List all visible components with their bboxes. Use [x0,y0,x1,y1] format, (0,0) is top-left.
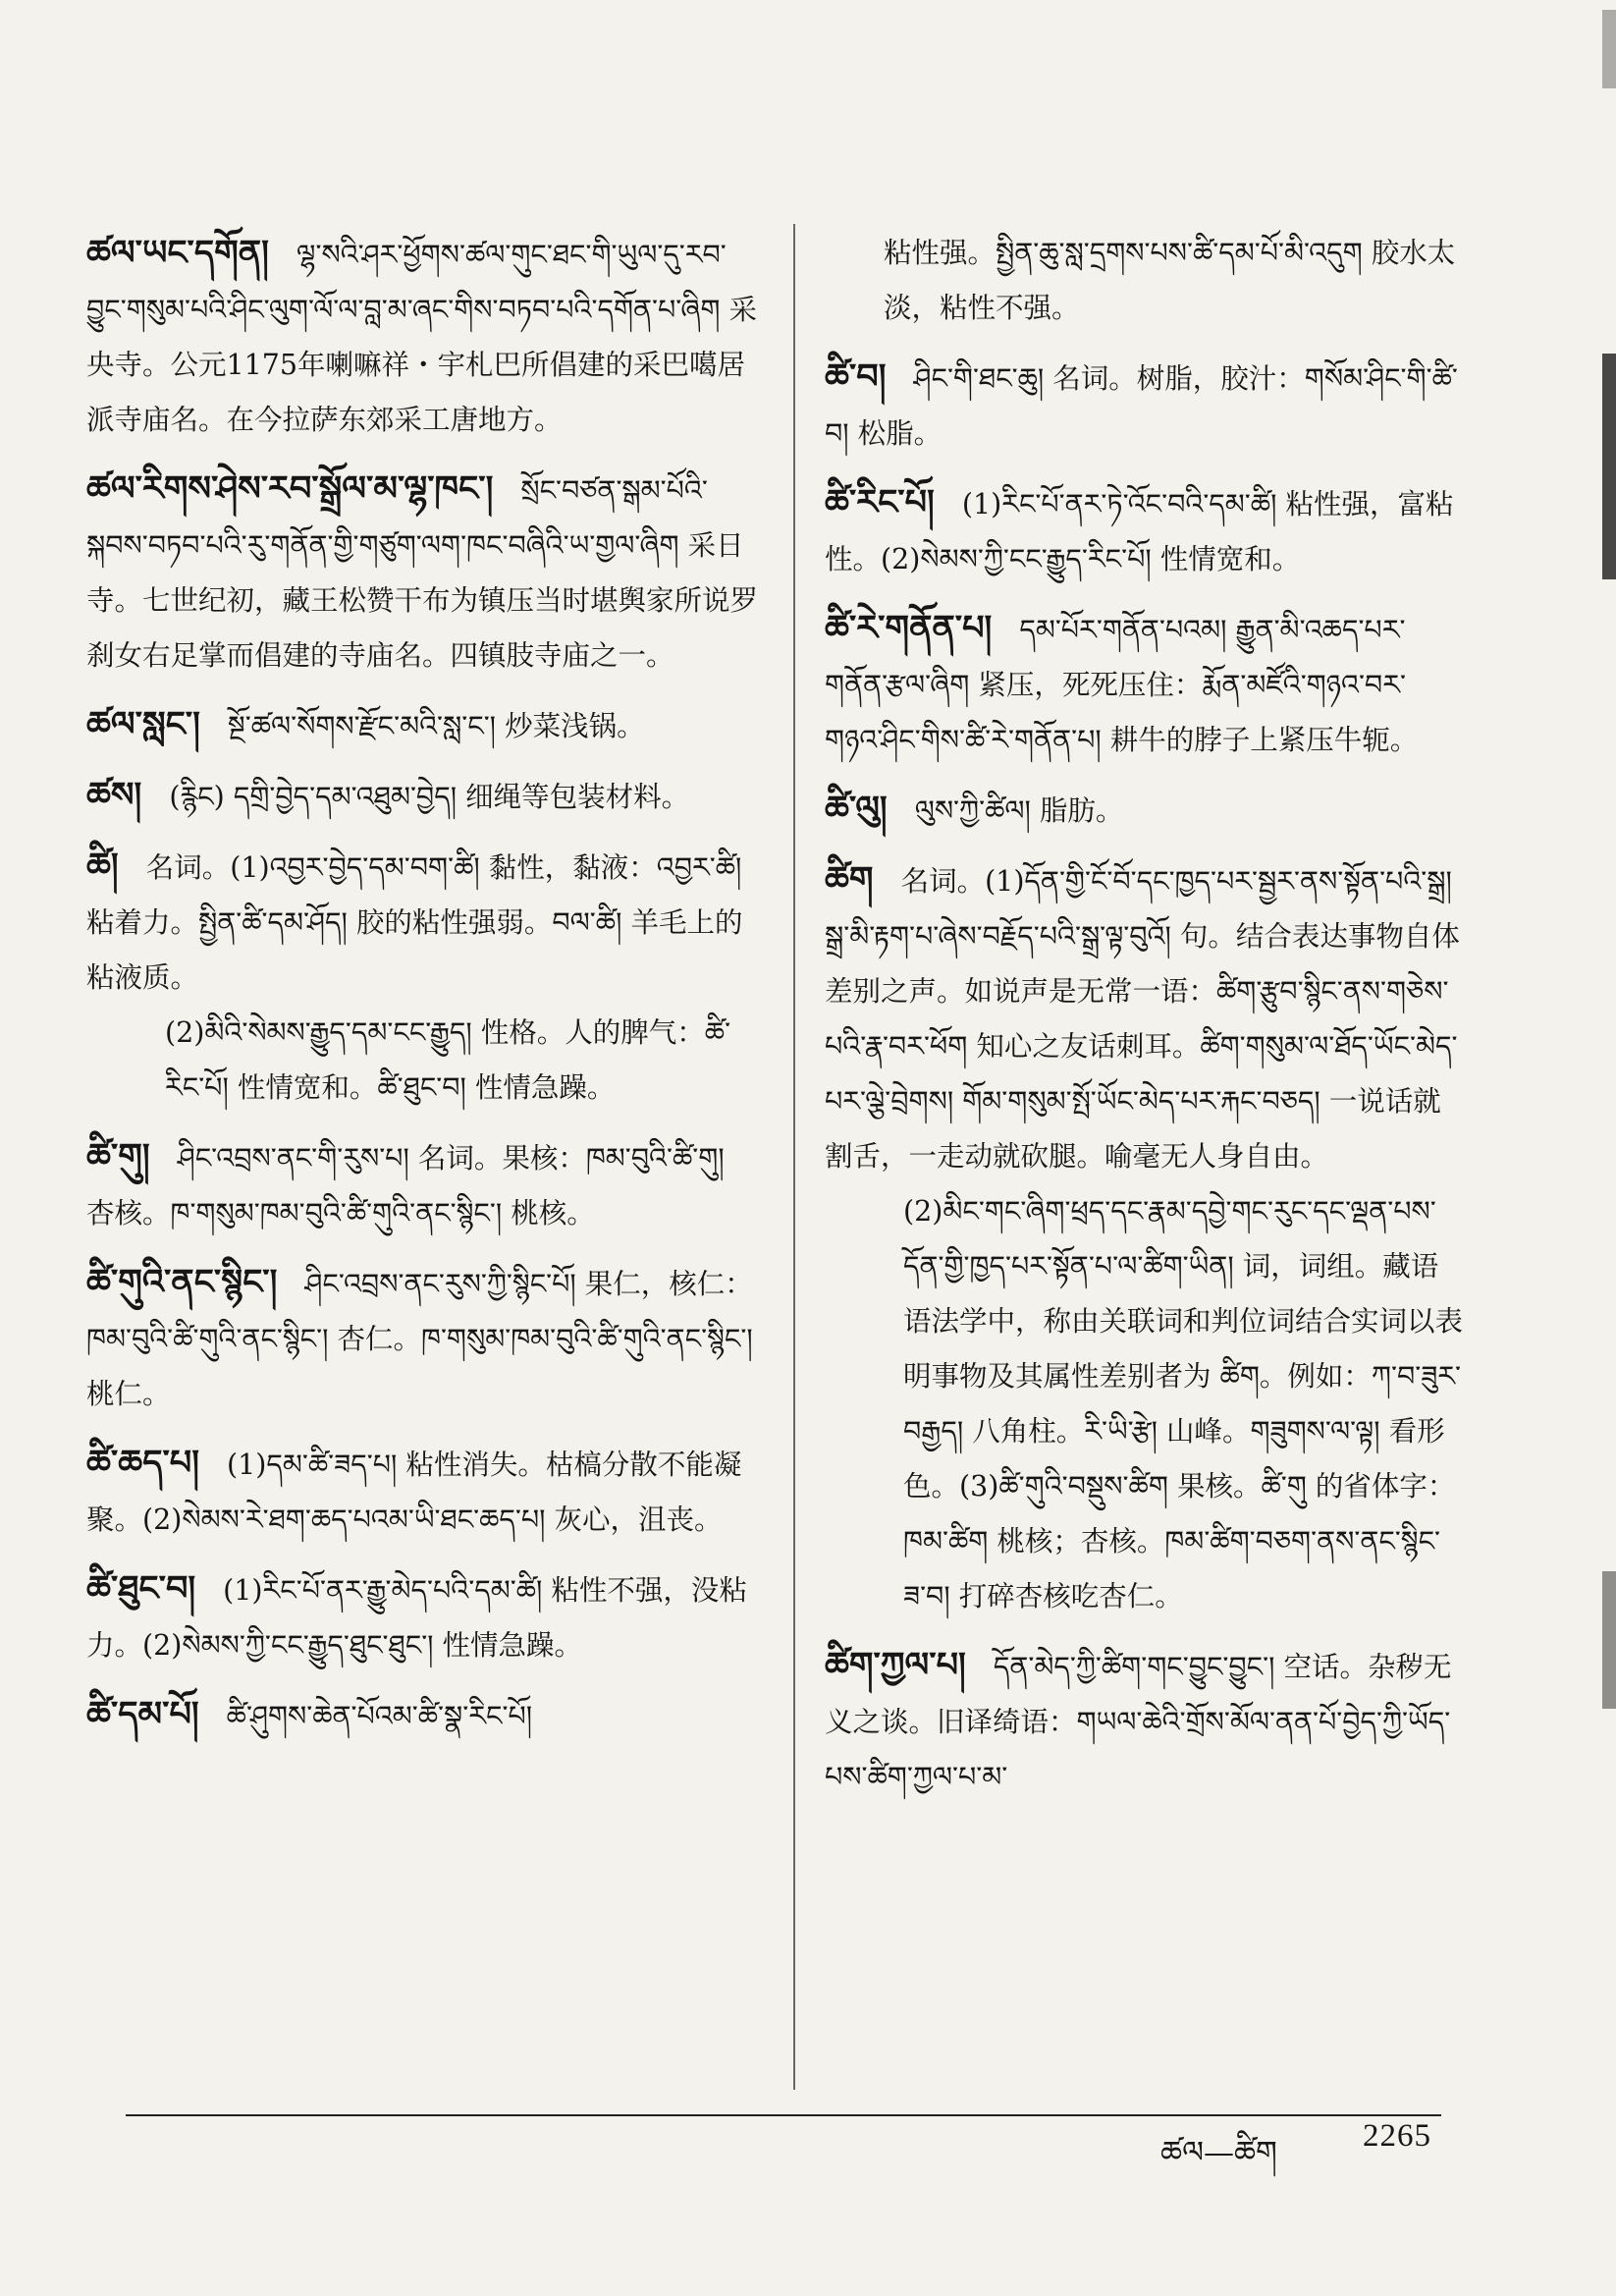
entry-definition: 名词。(1)དོན་གྱི་ངོ་བོ་དང་ཁྱད་པར་སྦྱར་ནས་སྟོན་པའི་སྒྲ། སྒྲ་མི་རྟག་པ་ཞེས་བརྗོད་པའི་སྒྲ་ལྟ་བུའོ། 句。结合表达事物自体差别之声。如说声是无常一语：ཚིག་རྩུབ་སྙིང་ནས་གཅེས་པའི་རྣ་བར་ཕོག 知心之友话刺耳。ཚིག་གསུམ་ལ་ཐོད་ཡོང་མེད་པར་ལྕེ་བྲེགས། གོམ་གསུམ་སྤོ་ཡོང་མེད་པར་རྐང་བཅད། 一说话就割舌，一走动就砍腿。喻毫无人身自由。 [825,865,1460,1173]
dictionary-entry [825,475,1463,587]
left-column [86,226,759,1758]
entry-subsense: (2)མིའི་སེམས་རྒྱུད་དམ་ངང་རྒྱུད། 性格。人的脾气：ཚི་རིང་པོ། 性情宽和。ཚི་ཐུང་བ། 性情急躁。 [165,1016,731,1104]
entry-headword: ཚི་ཆད་པ། [86,1443,200,1483]
entry-definition: (1)རིང་པོ་ནར་རྒྱུ་མེད་པའི་དམ་ཚི། 粘性不强，没粘力。(2)སེམས་ཀྱི་ངང་རྒྱུད་ཐུང་ཐུང་། 性情急躁。 [86,1574,747,1662]
entry-headword: ཚི། [86,846,119,886]
entry-definition: སྲོང་བཙན་སྒམ་པོའི་སྐབས་བཏབ་པའི་རུ་གནོན་གྱི་གཙུག་ལག་ཁང་བཞིའི་ཡ་གྱལ་ཞིག 采日寺。七世纪初，藏王松赞干布为镇压当时堪舆家所说罗刹女右足掌而倡建的寺庙名。四镇肢寺庙之一。 [86,474,759,672]
dictionary-entry [86,697,759,754]
entry-headword: ཚི་བ། [825,356,887,397]
entry-definition: (1)དམ་ཚི་ཟད་པ། 粘性消失。枯槁分散不能凝聚。(2)སེམས་རེ་ཐག་ཆད་པའམ་ཡི་ཐང་ཆད་པ། 灰心，沮丧。 [86,1449,742,1536]
entry-definition: དམ་པོར་གནོན་པའམ། རྒྱུན་མི་འཆད་པར་གནོན་རྩལ་ཞིག 紧压，死死压住：རྨོན་མཛོའི་གཉའ་བར་གཉའ་ཤིང་གིས་ཚི་རེ་གནོན་པ། 耕牛的脖子上紧压牛轭。 [825,614,1419,756]
dictionary-entry [86,839,759,1116]
entry-definition: ལུས་ཀྱི་ཚིལ། 脂肪。 [914,794,1124,827]
dictionary-entry [825,1638,1463,1805]
footer-headword-range: ཚལ—ཚིག [1160,2135,1277,2170]
column-divider [793,224,795,2090]
footer-rule [126,2114,1441,2116]
dictionary-entry [86,1255,759,1422]
entry-definition: ལྷ་སའི་ཤར་ཕྱོགས་ཚལ་གུང་ཐང་གི་ཡུལ་དུ་རབ་བྱུང་གསུམ་པའི་ཤིང་ལུག་ལོ་ལ་བླ་མ་ཞང་གིས་བཏབ་པའི་དགོན་པ་ཞིག 采央寺。公元1175年喇嘛祥・宇札巴所倡建的采巴噶居派寺庙名。在今拉萨东郊采工唐地方。 [86,239,757,436]
dictionary-entry [86,1687,759,1744]
dictionary-entry [86,768,759,825]
dictionary-entry [86,1561,759,1673]
entry-definition: (རྙིང) དགྲི་བྱེད་དམ་འཐུམ་བྱེད། 细绳等包装材料。 [169,781,690,813]
entry-headword: ཚས། [86,775,142,815]
entry-definition: ཤིང་གི་ཐང་ཆུ། 名词。树脂，胶汁：གསོམ་ཤིང་གི་ཚི་བ། 松脂。 [825,362,1458,450]
dictionary-entry [86,1436,759,1548]
scan-edge-mark [1602,10,1616,88]
entry-headword: ཚི་དམ་པོ། [86,1694,199,1734]
dictionary-entry [825,601,1463,768]
page-number: 2265 [1363,2118,1431,2154]
entry-definition: སྔོ་ཚལ་སོགས་རྫོང་མའི་སླ་ང་། 炒菜浅锅。 [227,710,645,742]
entry-headword: ཚི་ཐུང་བ། [86,1568,196,1609]
entry-definition: དོན་མེད་ཀྱི་ཚིག་གང་བྱུང་བྱུང་། 空话。杂秽无义之谈。旧译绮语：གཡལ་ཆེའི་གྲོས་མོལ་ནན་པོ་བྱེད་ཀྱི་ཡོད་པས་ཚིག་ཀྱལ་པ་མ་ [825,1651,1452,1793]
dictionary-entry [825,350,1463,462]
entry-headword: ཚི་གུ། [86,1136,150,1176]
entry-definition: 粘性强。སྤྱིན་ཆུ་སླ་དྲགས་པས་ཚི་དམ་པོ་མི་འདུག 胶水太淡，粘性不强。 [884,237,1456,324]
dictionary-entry [825,852,1463,1624]
entry-headword: ཚི་ལུ། [825,789,888,829]
entry-headword: ཚལ་སླང་། [86,704,200,744]
dictionary-entry [86,1129,759,1241]
entry-definition: (1)རིང་པོ་ནར་ཏེ་འོང་བའི་དམ་ཚི། 粘性强，富粘性。(2)སེམས་ཀྱི་ངང་རྒྱུད་རིང་པོ། 性情宽和。 [825,488,1454,575]
dictionary-entry [825,782,1463,839]
entry-headword: ཚི་གུའི་ནང་སྙིང་། [86,1262,278,1302]
entry-definition: ཤིང་འབྲས་ནང་གི་རུས་པ། 名词。果核：ཁམ་བུའི་ཚི་གུ། 杏核。ཁ་གསུམ་ཁམ་བུའི་ཚི་གུའི་ནང་སྙིང་། 桃核。 [86,1142,725,1230]
dictionary-entry [86,226,759,448]
scan-edge-mark [1602,1571,1616,1709]
right-column [825,226,1463,1819]
entry-headword: ཚལ་ཡང་དགོན། [86,233,269,273]
dictionary-entry [86,462,759,683]
entry-headword: ཚིག་ཀྱལ་པ། [825,1645,966,1685]
entry-headword: ཚི་རིང་པོ། [825,482,935,522]
entry-headword: ཚི་རེ་གནོན་པ། [825,608,993,648]
dictionary-entry [825,226,1463,336]
entry-definition: 名词。(1)འབྱར་བྱེད་དམ་བག་ཚི། 黏性，黏液：འབྱར་ཚི། 粘着力。སྤྱིན་ཚི་དམ་ཤོད། 胶的粘性强弱。བལ་ཚི། 羊毛上的粘液质。 [86,851,743,994]
entry-headword: ཚིག [825,859,874,900]
scan-edge-mark [1602,354,1616,579]
entry-headword: ཚལ་རིགས་ཤེས་རབ་སྒྲོལ་མ་ལྷ་ཁང་། [86,468,494,509]
entry-definition: ཚི་ཤུགས་ཆེན་པོའམ་ཚི་སྣ་རིང་པོ། [226,1700,533,1732]
entry-subsense: (2)མིང་གང་ཞིག་ཕྲད་དང་རྣམ་དབྱེ་གང་རུང་དང་ལྡན་པས་དོན་གྱི་ཁྱད་པར་སྟོན་པ་ལ་ཚིག་ཡིན། 词，词组。藏语语法学中，称由关联词和判位词结合实词以表明事物及其属性差别者为 ཚིག。例如：ཀ་བ་ཟུར་བརྒྱད། 八角柱。རི་ཡི་རྩེ། 山峰。གཟུགས་ལ་ལྟ། 看形色。(3)ཚི་གུའི་བསྡུས་ཚིག 果核。ཚི་གུ 的省体字：ཁམ་ཚིག 桃核；杏核。ཁམ་ཚིག་བཅག་ནས་ནང་སྙིང་ཟ་བ། 打碎杏核吃杏仁。 [903,1195,1464,1613]
entry-definition: ཤིང་འབྲས་ནང་རུས་ཀྱི་སྙིང་པོ། 果仁，核仁：ཁམ་བུའི་ཚི་གུའི་ནང་སྙིང་། 杏仁。ཁ་གསུམ་ཁམ་བུའི་ཚི་གུའི་ནང་སྙིང་། 桃仁。 [86,1268,753,1410]
